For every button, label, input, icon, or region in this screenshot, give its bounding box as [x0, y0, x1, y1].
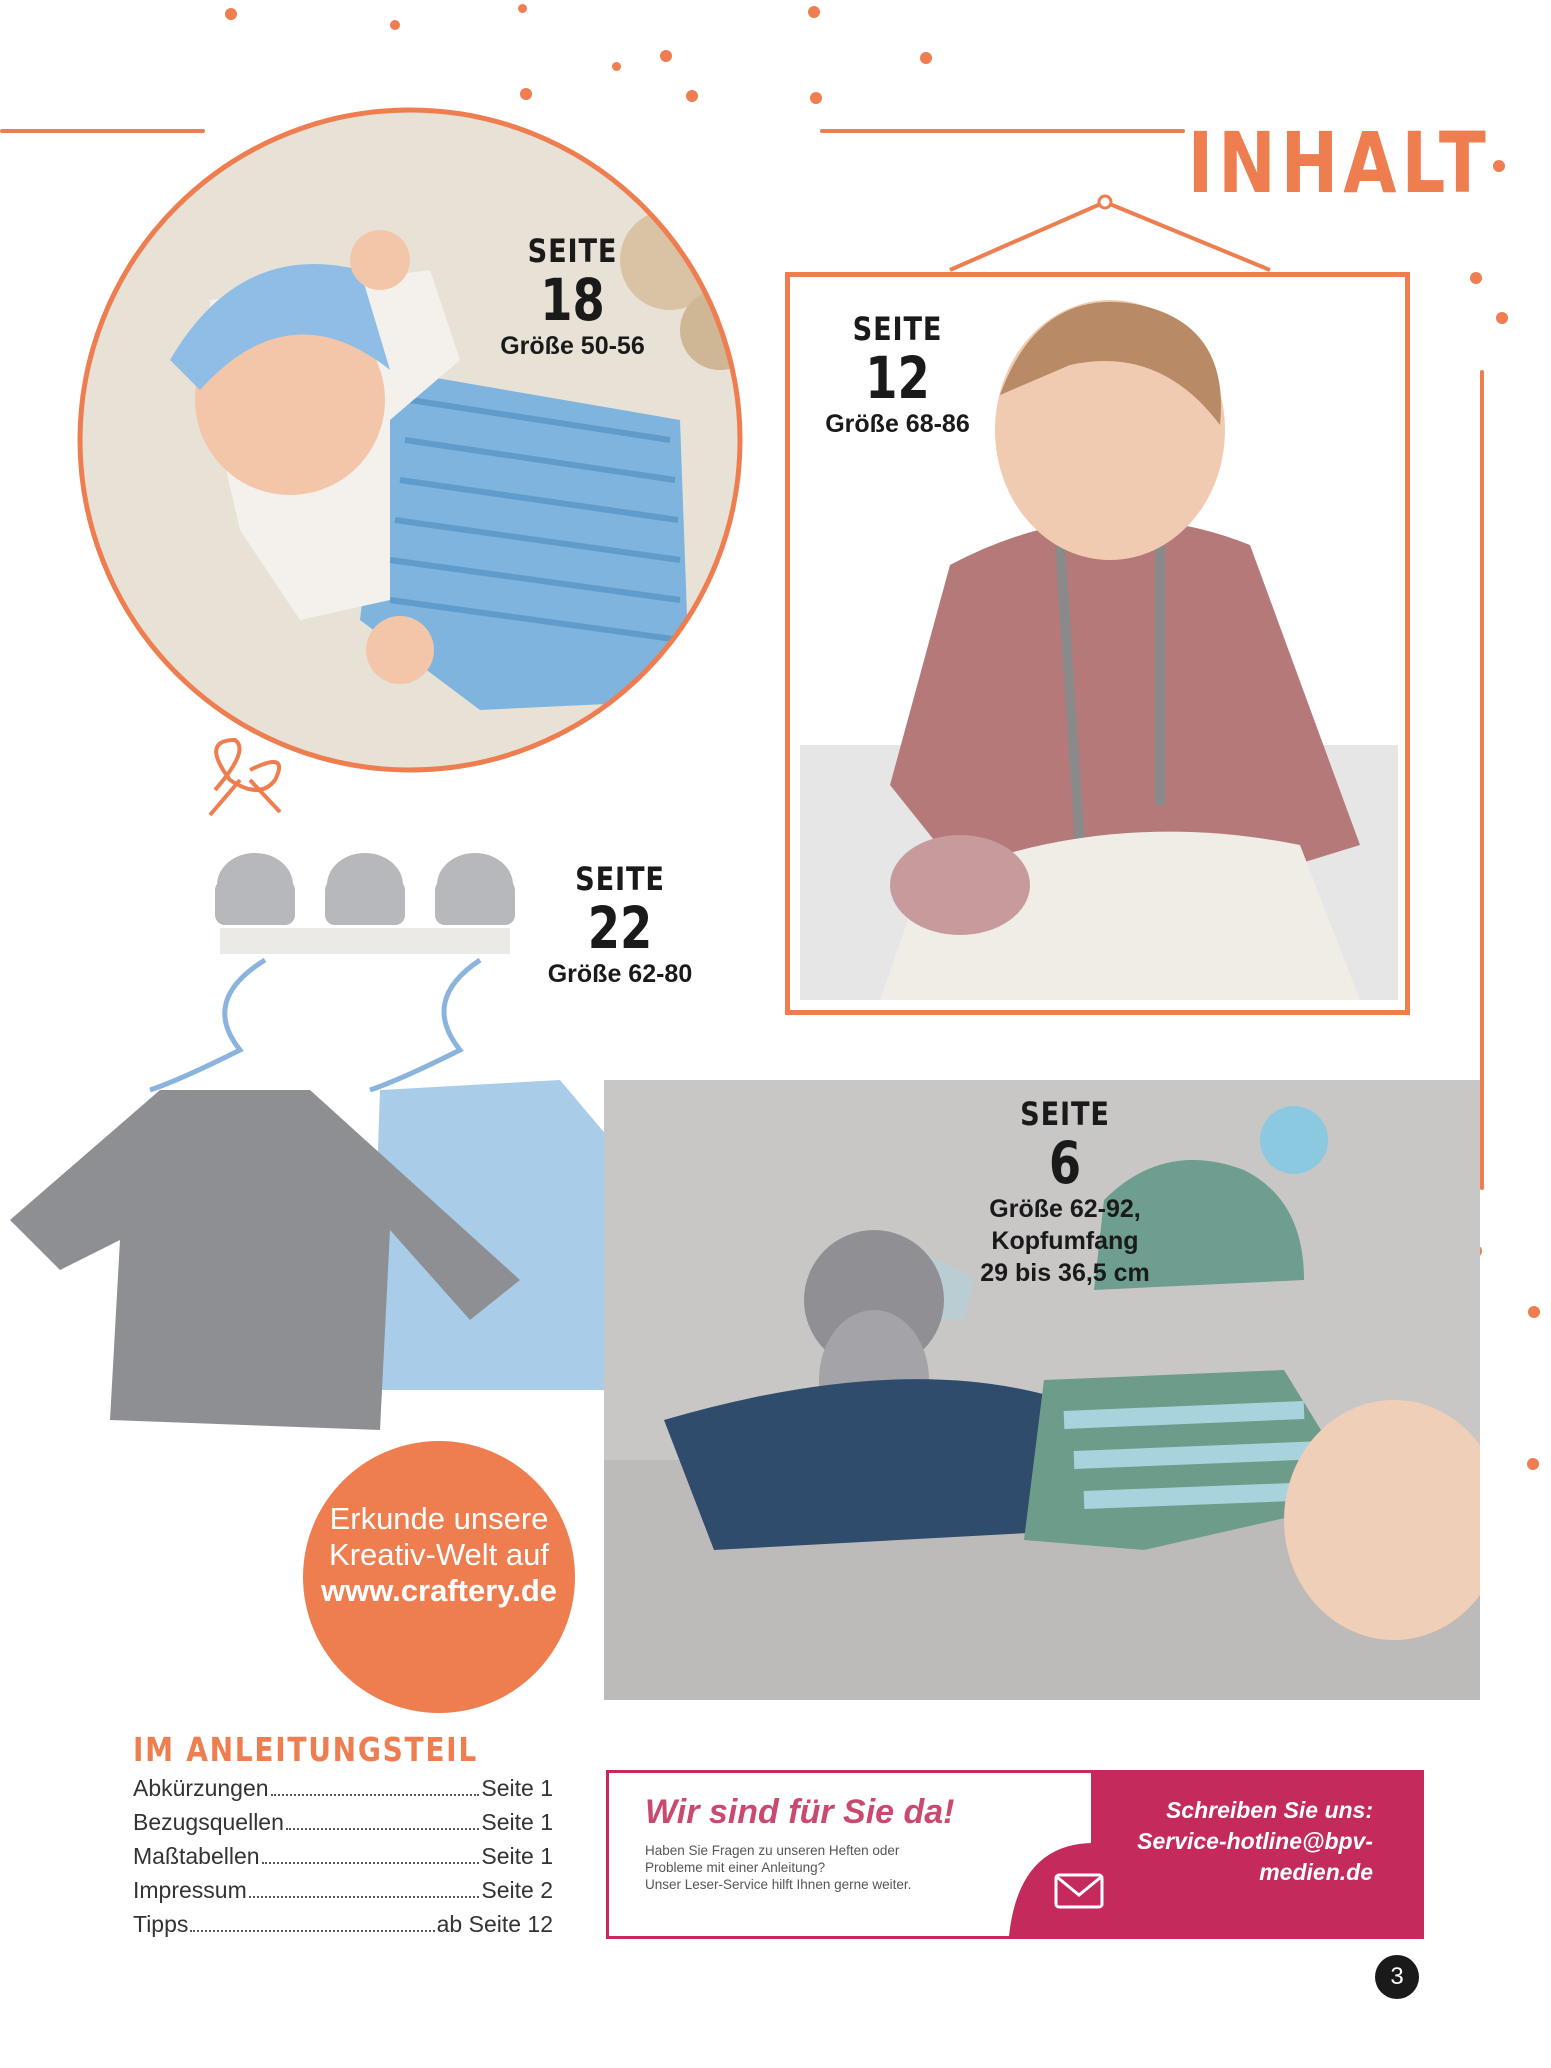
confetti-dot	[518, 4, 527, 13]
entry-seite-22[interactable]	[540, 860, 700, 990]
confetti-dot	[1496, 312, 1508, 324]
page-number: 22	[587, 894, 653, 962]
confetti-dot	[1493, 160, 1505, 172]
toc-leader	[190, 1930, 434, 1932]
header-rule-right	[820, 129, 1185, 133]
confetti-dot	[1528, 1306, 1540, 1318]
toc-leader	[286, 1828, 479, 1830]
balloon-frame	[60, 100, 760, 820]
craftery-badge[interactable]	[303, 1441, 575, 1713]
badge-line-1: Erkunde unsere	[329, 1501, 549, 1536]
service-text-line-1: Haben Sie Fragen zu unseren Heften oder	[645, 1843, 900, 1858]
toc-leader	[262, 1862, 480, 1864]
confetti-dot	[1527, 1458, 1539, 1470]
size-line-1: Größe 62-92,	[989, 1195, 1141, 1223]
toc-row	[133, 1809, 553, 1843]
service-heading: Wir sind für Sie da!	[645, 1793, 955, 1831]
confetti-dot	[612, 62, 621, 71]
toc-label: Abkürzungen	[133, 1775, 269, 1801]
confetti-dot	[225, 8, 237, 20]
toc-row	[133, 1911, 553, 1945]
seite-label: SEITE	[852, 310, 943, 348]
page-title: INHALT	[1187, 114, 1491, 213]
seite-label: SEITE	[527, 232, 618, 270]
toc-page: ab Seite 12	[436, 1911, 553, 1937]
badge-link[interactable]: www.craftery.de	[320, 1573, 558, 1608]
toc-leader	[249, 1896, 480, 1898]
service-contact-line-1: Schreiben Sie uns:	[1165, 1797, 1373, 1823]
entry-seite-6[interactable]	[960, 1095, 1170, 1289]
service-text	[645, 1842, 1005, 1893]
badge-line-2: Kreativ-Welt auf	[329, 1537, 549, 1572]
confetti-dot	[660, 50, 672, 62]
service-text-line-2: Probleme mit einer Anleitung?	[645, 1860, 826, 1875]
entry-seite-18[interactable]	[490, 232, 655, 362]
toc-label: Impressum	[133, 1877, 247, 1903]
toc-label: Maßtabellen	[133, 1843, 260, 1869]
seite-label: SEITE	[1020, 1095, 1110, 1133]
page-number: 18	[540, 266, 605, 334]
toc-label: Tipps	[133, 1911, 189, 1937]
page-number: 6	[1048, 1129, 1082, 1197]
service-box	[606, 1770, 1424, 1939]
toc-row	[133, 1775, 553, 1809]
toc-page: Seite 2	[481, 1877, 553, 1903]
page-number-badge: 3	[1375, 1955, 1419, 1999]
confetti-dot	[520, 88, 532, 100]
service-text-line-3: Unser Leser-Service hilft Ihnen gerne weiter.	[645, 1877, 912, 1892]
service-email-cont[interactable]: medien.de	[1259, 1859, 1373, 1885]
entry-seite-12[interactable]	[815, 310, 980, 440]
seite-label: SEITE	[575, 860, 665, 898]
toc-row	[133, 1877, 553, 1911]
size-line-3: 29 bis 36,5 cm	[980, 1259, 1150, 1287]
confetti-dot	[1470, 272, 1482, 284]
size-line-2: Kopfumfang	[991, 1227, 1139, 1255]
size-range: Größe 62-80	[547, 960, 693, 988]
toc-label: Bezugsquellen	[133, 1809, 284, 1835]
confetti-dot	[390, 20, 400, 30]
confetti-dot	[810, 92, 822, 104]
service-contact	[1091, 1773, 1421, 1936]
confetti-dot	[920, 52, 932, 64]
vertical-rule	[1480, 370, 1484, 1190]
service-email[interactable]: Service-hotline@bpv-	[1137, 1828, 1373, 1854]
toc-page: Seite 1	[481, 1775, 553, 1801]
toc-leader	[271, 1794, 480, 1796]
toc-row	[133, 1843, 553, 1877]
toc-page: Seite 1	[481, 1809, 553, 1835]
page-number: 12	[865, 344, 930, 412]
toc-page: Seite 1	[481, 1843, 553, 1869]
toc-list	[133, 1775, 553, 1945]
confetti-dot	[808, 6, 820, 18]
toc-title: IM ANLEITUNGSTEIL	[133, 1730, 478, 1769]
size-range: Größe 68-86	[825, 410, 970, 438]
size-range: Größe 50-56	[500, 332, 645, 360]
envelope-icon[interactable]	[1054, 1873, 1104, 1909]
